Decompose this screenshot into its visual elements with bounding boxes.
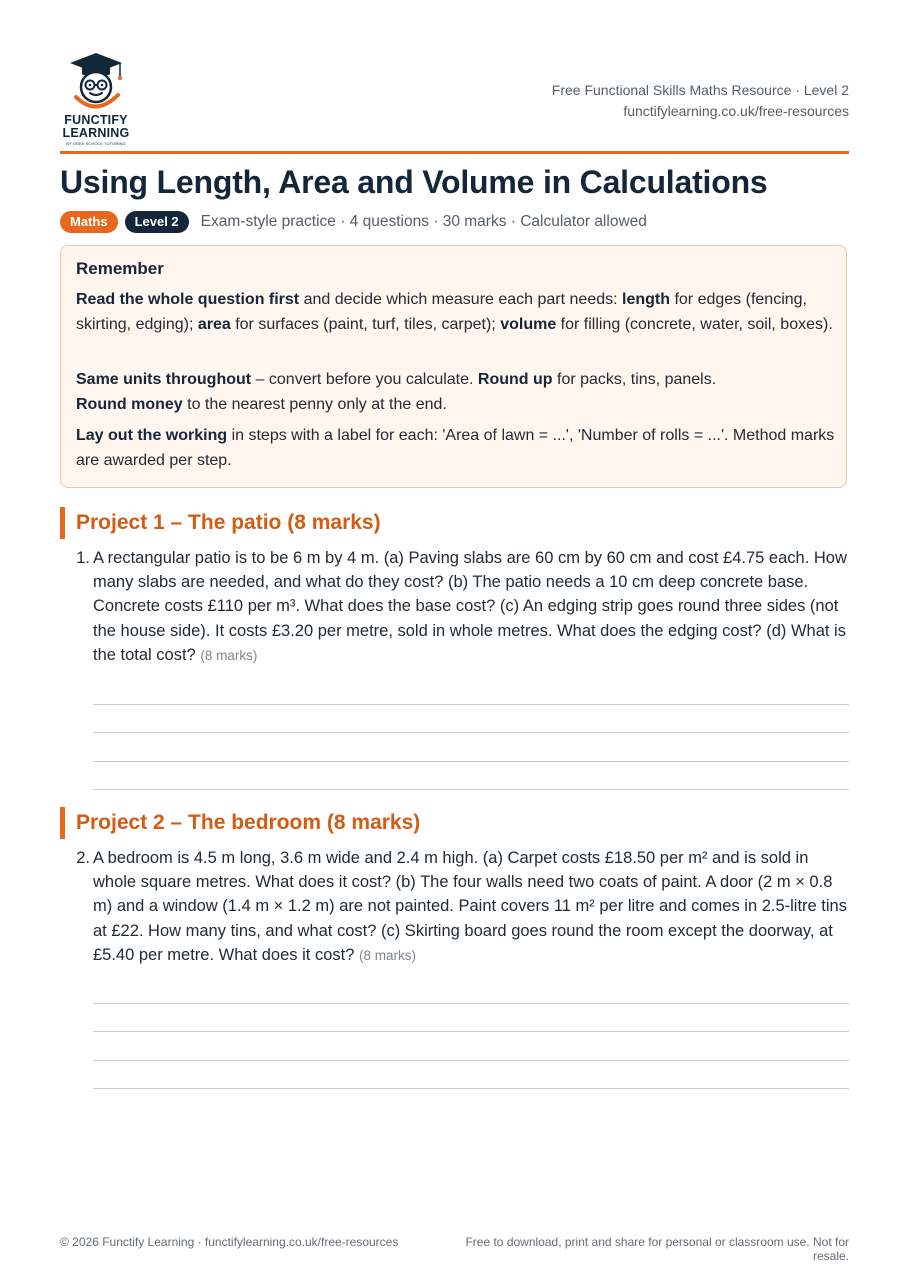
question-text: A bedroom is 4.5 m long, 3.6 m wide and 2.4 m high. (a) Carpet costs £18.50 per m² and is sold in whole square metres. What does it cost? (b) The four walls need two coats of paint. A door (2 m × 0.8 m) and a window (1.4 m × 1.2 m) are not painted. Paint covers 11 m² per litre and comes in 2.5-litre tins at £22. How many tins, and what cost? (c) Skirting board goes round the room except the doorway, at £5.40 per metre. What does it cost? (8 marks) [93, 849, 847, 964]
meta-info: Exam-style practice · 4 questions · 30 marks · Calculator allowed [200, 213, 647, 230]
marks-label: (8 marks) [200, 647, 258, 663]
bold-phrase: Lay out the working [76, 427, 228, 444]
remember-paragraph-1: Read the whole question first and decide which measure each part needs: length for edges (fencing, skirting, edging); area for surfaces (paint, turf, tiles, carpet); volume for filling (concrete, water, soil, boxes). [76, 291, 833, 333]
section-accent-bar [60, 807, 65, 839]
meta-row [60, 210, 647, 234]
remember-title: Remember [76, 259, 164, 278]
answer-line[interactable] [93, 1003, 849, 1004]
section-accent-bar [60, 507, 65, 539]
bold-phrase: length [622, 291, 671, 308]
header-divider [60, 151, 849, 154]
footer-copyright: © 2026 Functify Learning · functifylearning.co.uk/free-resources [60, 1235, 399, 1249]
question-text: A rectangular patio is to be 6 m by 4 m. (a) Paving slabs are 60 cm by 60 cm and cost £4.75 each. How many slabs are needed, and what do they cost? (b) The patio needs a 10 cm deep concrete base. Concrete costs £110 per m³. What does the base cost? (c) An edging strip goes round three sides (not the house side). It costs £3.20 per metre, sold in whole metres. What does the edging cost? (d) What is the total cost? (8 marks) [93, 549, 847, 664]
logo-word-1: FUNCTIFY [64, 113, 128, 127]
bold-phrase: area [197, 315, 231, 333]
answer-line[interactable] [93, 704, 849, 705]
logo-tagline: BY GEEK SCHOOL TUTORING [66, 141, 126, 146]
footer-licence: Free to download, print and share for personal or classroom use. Not for resale. [465, 1235, 849, 1263]
bold-phrase: Round money [76, 395, 183, 413]
bold-phrase: Same units throughout [76, 371, 252, 388]
subject-badge: Maths [60, 211, 118, 233]
bold-phrase: volume [500, 315, 557, 333]
remember-box [60, 245, 847, 488]
remember-paragraph-3: Lay out the working in steps with a label for each: 'Area of lawn = ...', 'Number of rolls = ...'. Method marks are awarded per step. [76, 427, 835, 469]
remember-paragraph-2: Same units throughout – convert before you calculate. Round up for packs, tins, panels. Round money to the nearest penny only at the end. [76, 371, 717, 413]
project-1-title: Project 1 – The patio (8 marks) [76, 511, 381, 534]
resource-label: Free Functional Skills Maths Resource · Level 2 [551, 82, 849, 98]
graduate-mascot-icon [60, 51, 132, 117]
answer-line[interactable] [93, 1060, 849, 1061]
answer-line[interactable] [93, 1088, 849, 1089]
logo-word-2: LEARNING [62, 126, 130, 140]
answer-line[interactable] [93, 761, 849, 762]
page-title: Using Length, Area and Volume in Calculations [60, 164, 768, 200]
question-1 [66, 546, 852, 668]
project-2-title: Project 2 – The bedroom (8 marks) [76, 811, 421, 834]
answer-line[interactable] [93, 789, 849, 790]
header-info [552, 80, 849, 122]
question-2 [66, 846, 852, 968]
functify-logo [60, 51, 132, 147]
answer-line[interactable] [93, 732, 849, 733]
bold-phrase: Round up [477, 371, 553, 388]
question-number: 2. [76, 849, 90, 867]
marks-label: (8 marks) [358, 947, 416, 963]
answer-line[interactable] [93, 1031, 849, 1032]
level-badge: Level 2 [125, 211, 189, 233]
bold-phrase: Read the whole question first [76, 291, 300, 308]
resource-url[interactable]: functifylearning.co.uk/free-resources [623, 103, 849, 119]
question-number: 1. [76, 549, 90, 567]
